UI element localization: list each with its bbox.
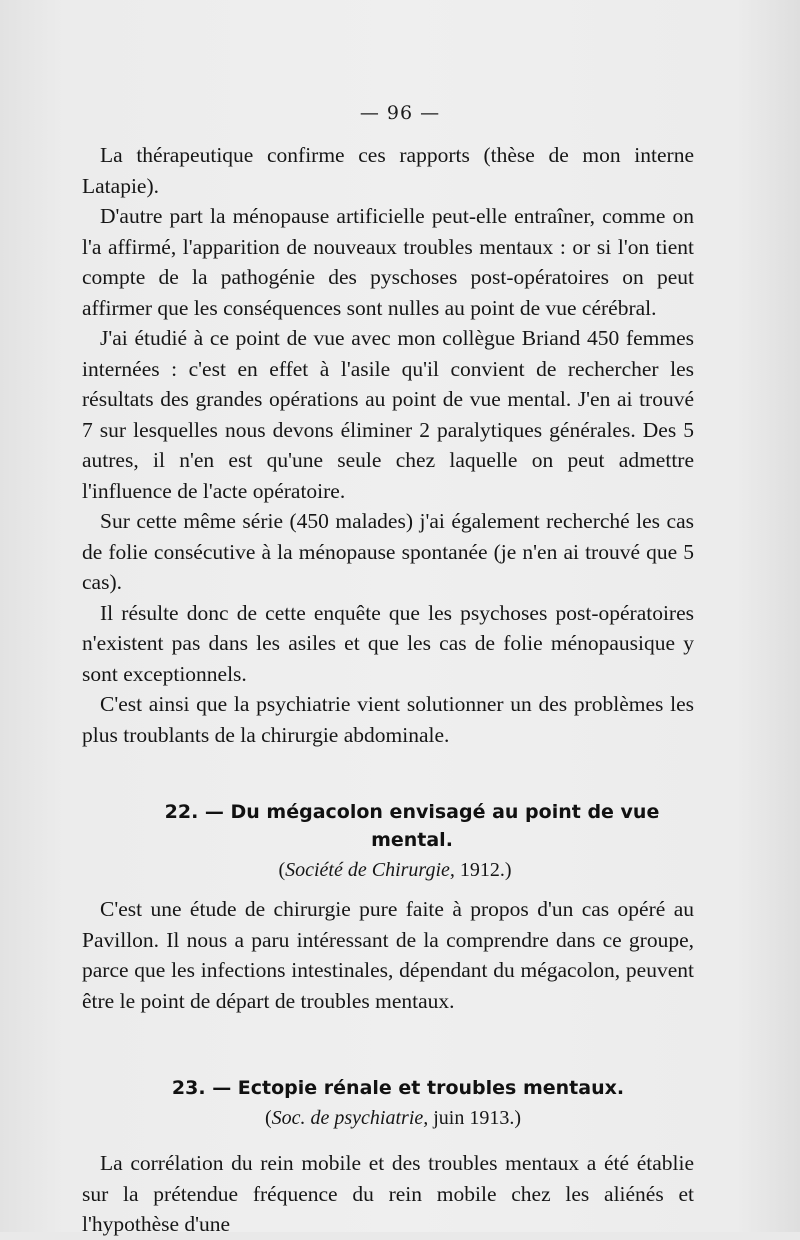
section-23-citation-date: juin 1913. — [433, 1107, 515, 1129]
paragraph-etude-briand: J'ai étudié à ce point de vue avec mon collègue Briand 450 femmes internées : c'est en effet à l'asile qu'il convient de rechercher les résultats des grandes opérations au point de vue mental. J'en ai trouvé 7 sur lesquelles nous devons éliminer 2 paralytiques générales. Des 5 autres, il n'en est qu'une seule chez laquelle on peut admettre l'influence de l'acte opératoire. — [82, 326, 694, 503]
page-body — [82, 140, 694, 1240]
paragraph-conclusion: C'est ainsi que la psychiatrie vient solutionner un des problèmes les plus troublants de la chirurgie abdominale. — [82, 692, 694, 747]
section-23-citation-venue: Soc. de psychiatrie, — [271, 1107, 429, 1129]
paragraph-therapeutique: La thérapeutique confirme ces rapports (thèse de mon interne Latapie). — [82, 143, 694, 198]
paragraph-resultat-enquete: Il résulte donc de cette enquête que les psychoses post-opératoires n'existent pas dans les asiles et que les cas de folie ménopausique y sont exceptionnels. — [82, 600, 694, 686]
section-22-citation-date: 1912. — [459, 859, 505, 881]
paragraph-menopause-artificielle: D'autre part la ménopause artificielle peut-elle entraîner, comme on l'a affirmé, l'apparition de nouveaux troubles mentaux : or si l'on tient compte de la pathogénie des pyschoses post-opératoires on peut affirmer que les conséquences sont nulles au point de vue cérébral. — [82, 204, 694, 320]
section-23-text: La corrélation du rein mobile et des troubles mentaux a été établie sur la prétendue fréquence du rein mobile chez les aliénés et l'hypothèse d'une — [82, 1151, 694, 1236]
paragraph-meme-serie: Sur cette même série (450 malades) j'ai également recherché les cas de folie consécutive à la ménopause spontanée (je n'en ai trouvé que 5 cas). — [82, 509, 694, 594]
section-22-title: 22. — Du mégacolon envisagé au point de vue mental. — [164, 801, 660, 851]
section-22-citation-venue: Société de Chirurgie, — [285, 859, 455, 881]
section-22-text: C'est une étude de chirurgie pure faite à propos d'un cas opéré au Pavillon. Il nous a paru intéressant de la comprendre dans ce groupe, parce que les infections intestinales, dépendant du mégacolon, peuvent être le point de départ de troubles mentaux. — [82, 897, 694, 1013]
section-23-citation: (Soc. de psychiatrie, juin 1913.) — [264, 1107, 522, 1129]
section-22-citation: (Société de Chirurgie, 1912.) — [278, 859, 512, 881]
page-number: — 96 — — [359, 102, 441, 124]
section-23-title: 23. — Ectopie rénale et troubles mentaux. — [171, 1077, 625, 1099]
